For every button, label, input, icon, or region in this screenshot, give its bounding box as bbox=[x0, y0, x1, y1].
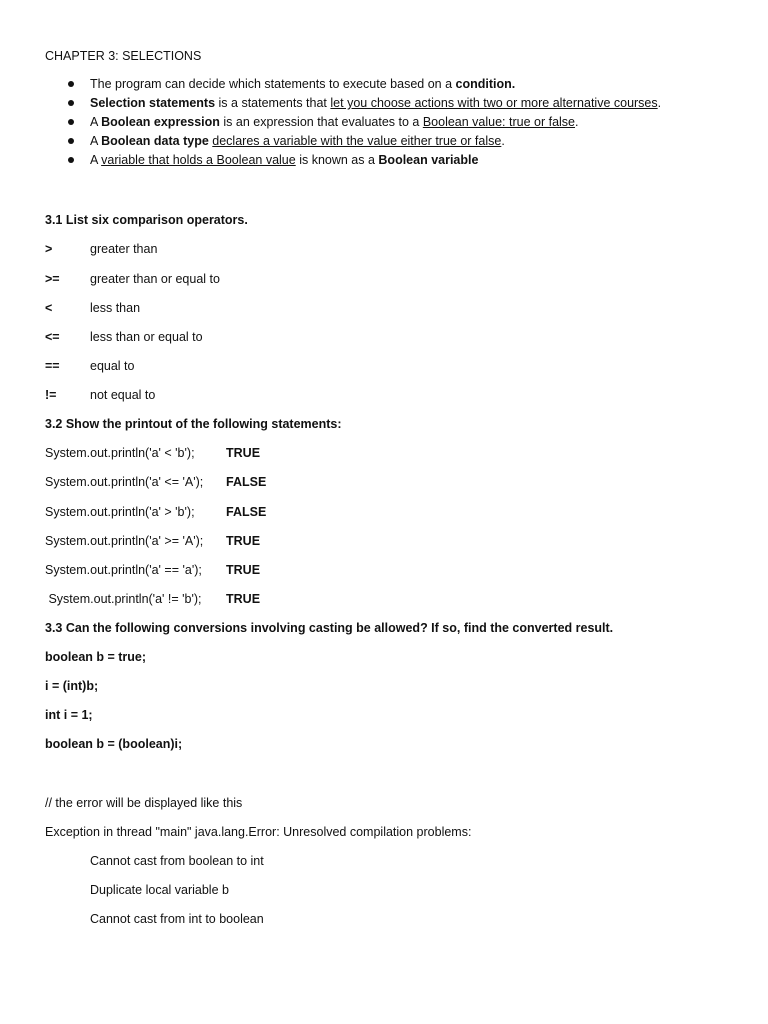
section-3-2-heading: 3.2 Show the printout of the following statements: bbox=[45, 417, 342, 431]
compile-error-line: Duplicate local variable b bbox=[90, 883, 229, 897]
bullet-dot-icon bbox=[68, 100, 74, 106]
text-run: . bbox=[501, 134, 505, 148]
bold-text: Selection statements bbox=[90, 96, 216, 110]
operator-description: less than bbox=[90, 301, 141, 315]
text-run: A bbox=[90, 115, 102, 129]
compile-error-line: Cannot cast from boolean to int bbox=[90, 854, 264, 868]
text-run: is an expression that evaluates to a bbox=[219, 115, 423, 129]
operator-description: greater than bbox=[90, 242, 158, 256]
casting-code-line: i = (int)b; bbox=[45, 679, 99, 693]
println-result: TRUE bbox=[226, 563, 261, 577]
operator-symbol: == bbox=[45, 359, 60, 373]
println-statement: System.out.println('a' != 'b'); bbox=[45, 592, 202, 606]
underlined-text: variable that holds a Boolean value bbox=[101, 153, 296, 167]
compile-error-line: Cannot cast from int to boolean bbox=[90, 912, 264, 926]
println-result: FALSE bbox=[226, 505, 267, 519]
bullet-item bbox=[68, 114, 661, 133]
operator-description: greater than or equal to bbox=[90, 272, 220, 286]
bullet-dot-icon bbox=[68, 81, 74, 87]
bullet-dot-icon bbox=[68, 138, 74, 144]
text-run: The program can decide which statements to execute based on a bbox=[90, 77, 456, 91]
println-result: FALSE bbox=[226, 475, 267, 489]
text-run: is a statements that bbox=[215, 96, 331, 110]
bullet-item bbox=[68, 95, 661, 114]
bullet-text bbox=[90, 96, 661, 110]
bullet-text bbox=[90, 134, 505, 148]
exception-message: Exception in thread "main" java.lang.Error: Unresolved compilation problems: bbox=[45, 825, 472, 839]
bold-text: condition. bbox=[455, 77, 516, 91]
bullet-dot-icon bbox=[68, 119, 74, 125]
bullet-item bbox=[68, 76, 661, 95]
operator-description: not equal to bbox=[90, 388, 156, 402]
text-run: A bbox=[90, 153, 102, 167]
error-comment: // the error will be displayed like this bbox=[45, 796, 243, 810]
operator-symbol: > bbox=[45, 242, 53, 256]
text-run: is known as a bbox=[295, 153, 379, 167]
bullet-item bbox=[68, 152, 661, 171]
operator-symbol: <= bbox=[45, 330, 60, 344]
println-statement: System.out.println('a' == 'a'); bbox=[45, 563, 202, 577]
println-statement: System.out.println('a' > 'b'); bbox=[45, 505, 195, 519]
println-result: TRUE bbox=[226, 534, 261, 548]
println-statement: System.out.println('a' >= 'A'); bbox=[45, 534, 204, 548]
operator-description: less than or equal to bbox=[90, 330, 203, 344]
bullet-item bbox=[68, 133, 661, 152]
casting-code-line: boolean b = true; bbox=[45, 650, 147, 664]
underlined-text: let you choose actions with two or more alternative courses bbox=[330, 96, 658, 110]
bullet-text bbox=[90, 115, 579, 129]
operator-description: equal to bbox=[90, 359, 135, 373]
bullet-text bbox=[90, 77, 515, 91]
println-result: TRUE bbox=[226, 446, 261, 460]
text-run: . bbox=[575, 115, 579, 129]
bold-text: Boolean data type bbox=[101, 134, 209, 148]
operator-symbol: != bbox=[45, 388, 57, 402]
chapter-title: CHAPTER 3: SELECTIONS bbox=[45, 49, 202, 63]
println-statement: System.out.println('a' <= 'A'); bbox=[45, 475, 204, 489]
text-run: . bbox=[657, 96, 662, 110]
casting-code-line: int i = 1; bbox=[45, 708, 93, 722]
underlined-text: Boolean value: true or false bbox=[422, 115, 576, 129]
operator-symbol: < bbox=[45, 301, 53, 315]
bullet-dot-icon bbox=[68, 157, 74, 163]
text-run: A bbox=[90, 134, 102, 148]
bold-text: Boolean expression bbox=[101, 115, 220, 129]
section-3-1-heading: 3.1 List six comparison operators. bbox=[45, 213, 248, 227]
bold-text: Boolean variable bbox=[378, 153, 479, 167]
println-statement: System.out.println('a' < 'b'); bbox=[45, 446, 195, 460]
println-result: TRUE bbox=[226, 592, 261, 606]
underlined-text: declares a variable with the value either true or false bbox=[212, 134, 502, 148]
casting-code-line: boolean b = (boolean)i; bbox=[45, 737, 183, 751]
intro-bullet-list bbox=[68, 76, 661, 171]
section-3-3-heading: 3.3 Can the following conversions involving casting be allowed? If so, find the converted result. bbox=[45, 621, 614, 635]
operator-symbol: >= bbox=[45, 272, 60, 286]
bullet-text bbox=[90, 153, 478, 167]
